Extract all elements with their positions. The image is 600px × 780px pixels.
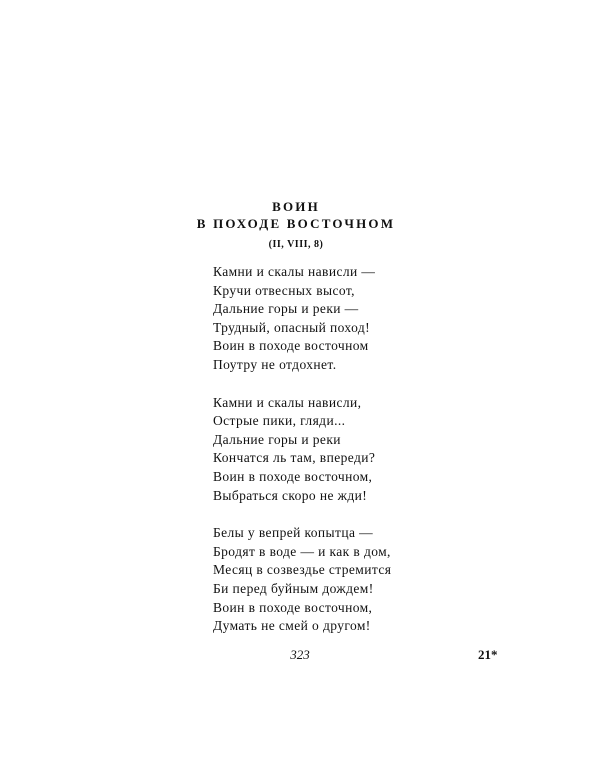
verse-line: Воин в походе восточном, xyxy=(213,599,373,615)
verse-line: Поутру не отдохнет. xyxy=(213,356,337,372)
verse-line: Кручи отвесных высот, xyxy=(213,282,355,298)
stanza-2 xyxy=(213,394,473,506)
stanza-1 xyxy=(213,263,473,375)
verse-line: Выбраться скоро не жди! xyxy=(213,487,368,503)
stanza-3 xyxy=(213,524,473,636)
verse-line: Дальние горы и реки xyxy=(213,431,341,447)
verse-line: Кончатся ль там, впереди? xyxy=(213,450,376,466)
verse-line: Думать не смей о другом! xyxy=(213,618,371,634)
verse-line: Воин в походе восточном xyxy=(213,338,369,354)
verse-line: Бродят в воде — и как в дом, xyxy=(213,543,391,559)
poem-heading xyxy=(196,198,396,252)
verse-line: Трудный, опасный поход! xyxy=(213,319,370,335)
verse-line: Острые пики, гляди... xyxy=(213,413,346,429)
poem-title-line-1: ВОИН xyxy=(272,199,320,214)
poem-title-line-2: В ПОХОДЕ ВОСТОЧНОМ xyxy=(196,216,396,231)
poem-source-reference: (II, VIII, 8) xyxy=(268,239,324,250)
page-number: 323 xyxy=(290,647,310,662)
verse-line: Би перед буйным дождем! xyxy=(213,580,374,596)
signature-mark: 21* xyxy=(478,647,498,662)
verse-line: Камни и скалы нависли — xyxy=(213,264,376,279)
verse-line: Месяц в созвездье стремится xyxy=(213,562,392,578)
verse-line: Белы у вепрей копытца — xyxy=(213,525,374,541)
verse-line: Камни и скалы нависли, xyxy=(213,394,362,410)
poem-body xyxy=(213,263,473,655)
verse-line: Дальние горы и реки — xyxy=(213,301,359,317)
verse-line: Воин в походе восточном, xyxy=(213,468,373,484)
